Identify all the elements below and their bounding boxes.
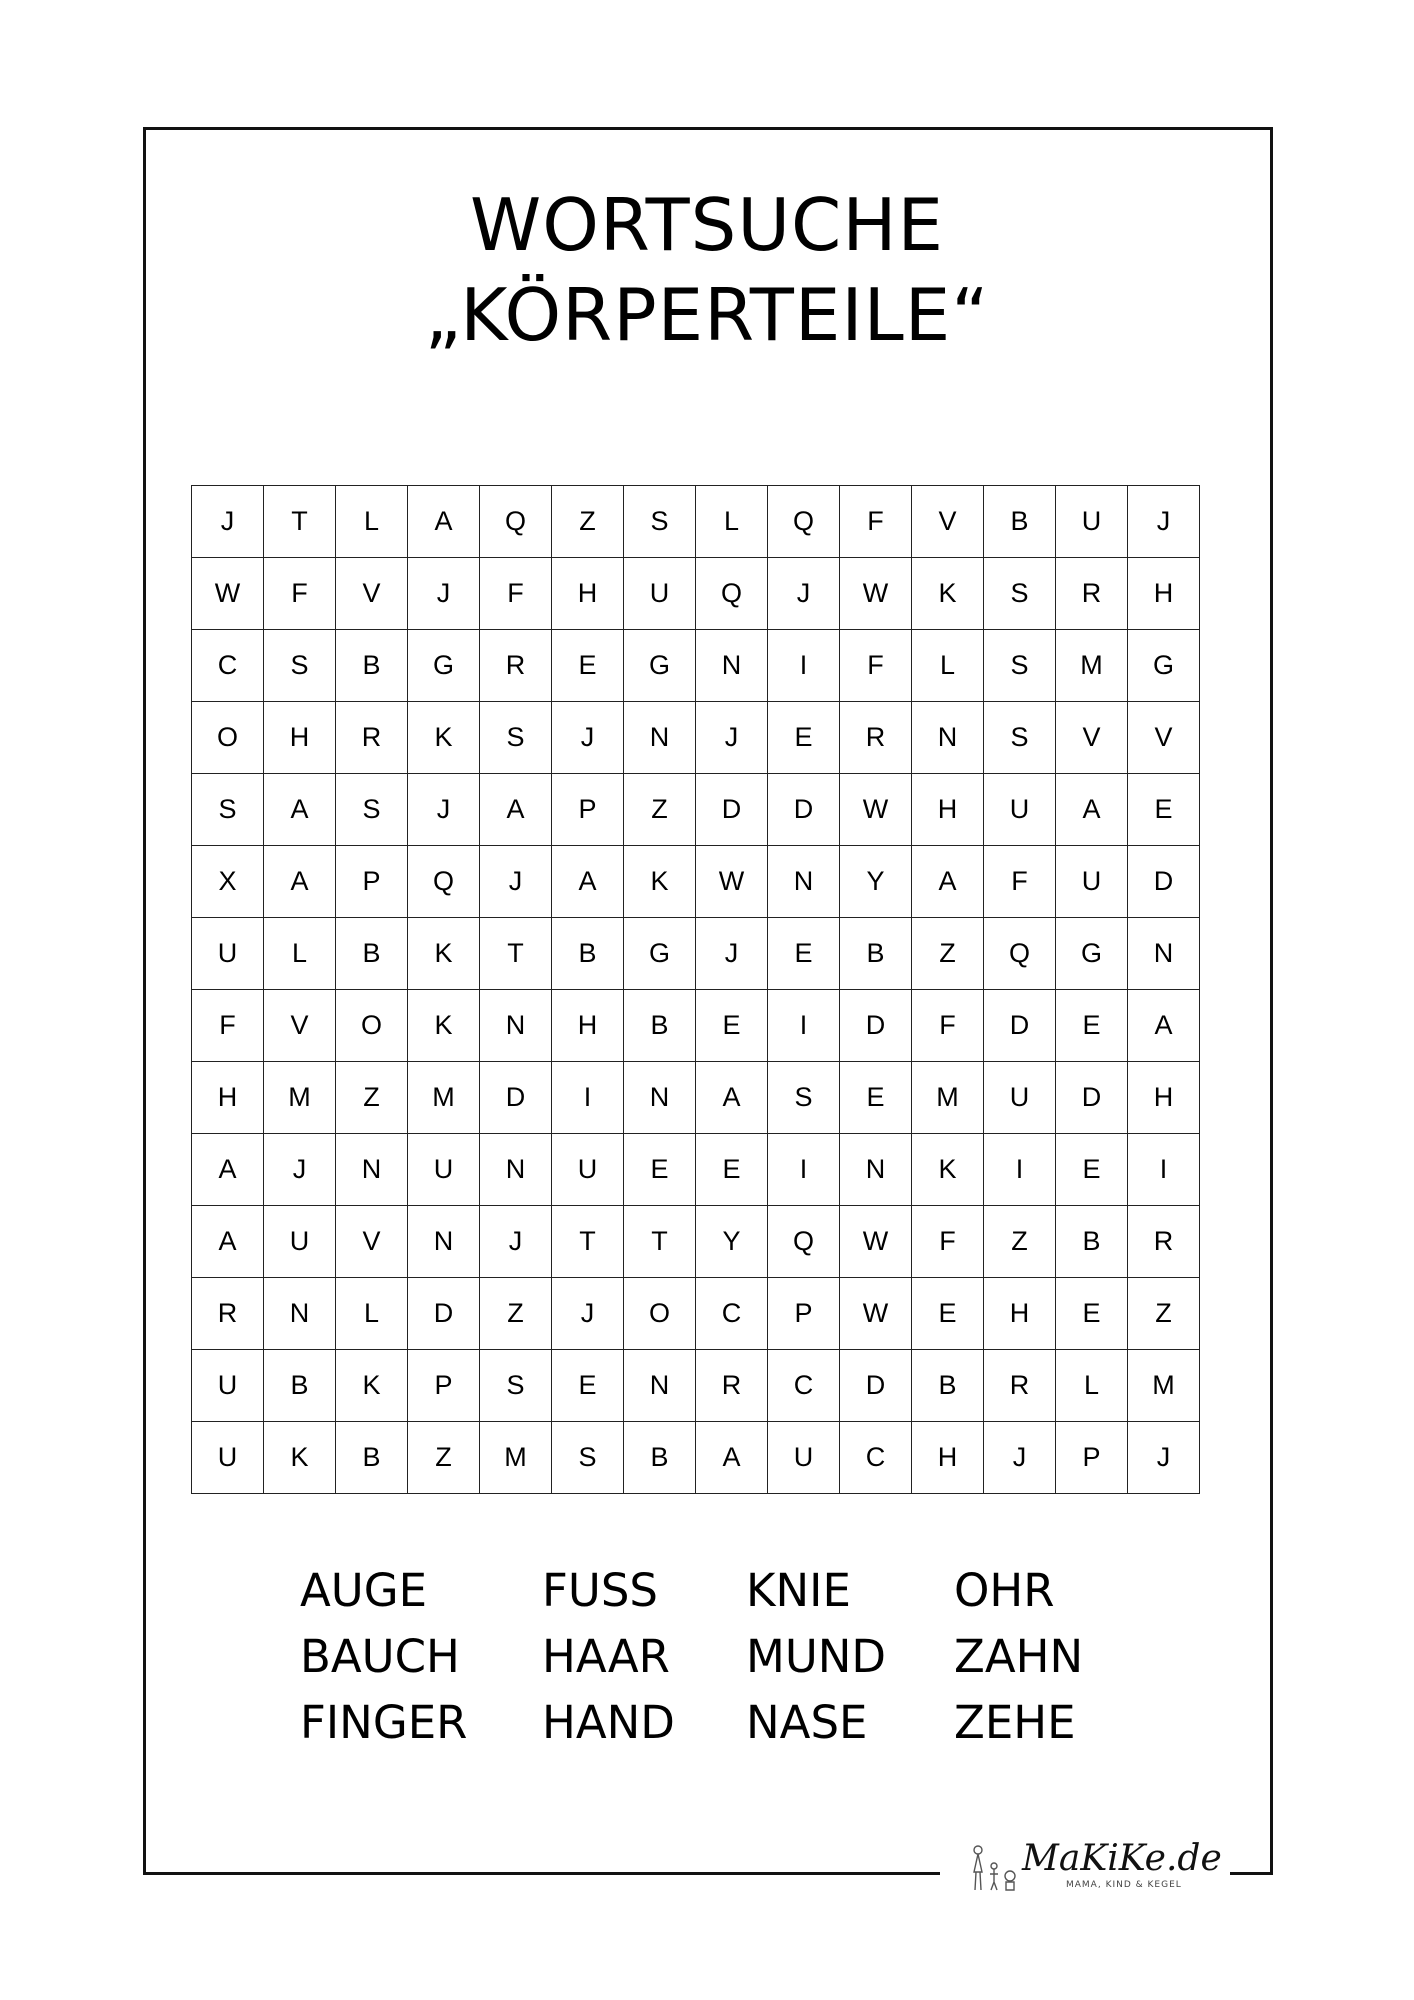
grid-cell[interactable]: K (408, 990, 480, 1062)
grid-cell[interactable]: A (264, 846, 336, 918)
grid-cell[interactable]: B (912, 1350, 984, 1422)
grid-cell[interactable]: T (552, 1206, 624, 1278)
grid-cell[interactable]: F (480, 558, 552, 630)
grid-cell[interactable]: S (480, 702, 552, 774)
grid-cell[interactable]: H (912, 1422, 984, 1494)
grid-cell[interactable]: W (840, 558, 912, 630)
grid-cell[interactable]: D (1056, 1062, 1128, 1134)
grid-cell[interactable]: S (336, 774, 408, 846)
grid-cell[interactable]: F (840, 630, 912, 702)
grid-cell[interactable]: V (1128, 702, 1200, 774)
grid-cell[interactable]: A (696, 1062, 768, 1134)
grid-cell[interactable]: B (984, 486, 1056, 558)
grid-cell[interactable]: A (264, 774, 336, 846)
grid-cell[interactable]: A (192, 1206, 264, 1278)
grid-cell[interactable]: N (264, 1278, 336, 1350)
grid-cell[interactable]: Q (768, 486, 840, 558)
grid-cell[interactable]: D (768, 774, 840, 846)
grid-cell[interactable]: J (480, 846, 552, 918)
grid-cell[interactable]: J (696, 918, 768, 990)
grid-cell[interactable]: E (552, 630, 624, 702)
grid-row (192, 774, 1200, 846)
grid-cell[interactable]: E (1128, 774, 1200, 846)
grid-cell[interactable]: I (768, 630, 840, 702)
grid-row (192, 702, 1200, 774)
grid-cell[interactable]: P (408, 1350, 480, 1422)
grid-cell[interactable]: W (192, 558, 264, 630)
grid-cell[interactable]: N (624, 702, 696, 774)
grid-cell[interactable]: D (840, 990, 912, 1062)
grid-cell[interactable]: N (624, 1062, 696, 1134)
grid-cell[interactable]: S (984, 630, 1056, 702)
grid-cell[interactable]: G (1128, 630, 1200, 702)
grid-cell[interactable]: K (408, 918, 480, 990)
grid-cell[interactable]: A (1056, 774, 1128, 846)
logo-tagline: MAMA, KIND & KEGEL (1066, 1880, 1182, 1890)
brand-logo (968, 1838, 1222, 1898)
grid-cell[interactable]: J (696, 702, 768, 774)
grid-cell[interactable]: B (264, 1350, 336, 1422)
word-item: FUSS (542, 1564, 658, 1617)
grid-cell[interactable]: E (768, 702, 840, 774)
grid-row (192, 990, 1200, 1062)
grid-cell[interactable]: E (912, 1278, 984, 1350)
grid-cell[interactable]: J (552, 1278, 624, 1350)
grid-cell[interactable]: G (1056, 918, 1128, 990)
word-item: HAAR (542, 1630, 670, 1683)
grid-row (192, 1062, 1200, 1134)
grid-cell[interactable]: S (264, 630, 336, 702)
word-item: ZAHN (954, 1630, 1084, 1683)
grid-cell[interactable]: C (768, 1350, 840, 1422)
grid-cell[interactable]: O (192, 702, 264, 774)
grid-cell[interactable]: D (1128, 846, 1200, 918)
grid-cell[interactable]: E (696, 990, 768, 1062)
grid-cell[interactable]: N (1128, 918, 1200, 990)
grid-cell[interactable]: B (840, 918, 912, 990)
grid-cell[interactable]: Q (984, 918, 1056, 990)
grid-cell[interactable]: F (912, 990, 984, 1062)
grid-cell[interactable]: F (840, 486, 912, 558)
grid-cell[interactable]: W (840, 1206, 912, 1278)
grid-cell[interactable]: J (408, 774, 480, 846)
grid-cell[interactable]: U (264, 1206, 336, 1278)
word-item: OHR (954, 1564, 1055, 1617)
grid-cell[interactable]: S (552, 1422, 624, 1494)
grid-cell[interactable]: D (840, 1350, 912, 1422)
grid-cell[interactable]: Q (696, 558, 768, 630)
grid-cell[interactable]: L (912, 630, 984, 702)
word-item: HAND (542, 1696, 675, 1749)
grid-cell[interactable]: E (768, 918, 840, 990)
grid-cell[interactable]: N (768, 846, 840, 918)
grid-cell[interactable]: N (336, 1134, 408, 1206)
grid-cell[interactable]: J (264, 1134, 336, 1206)
word-item: KNIE (746, 1564, 851, 1617)
grid-cell[interactable]: U (192, 918, 264, 990)
grid-cell[interactable]: M (1056, 630, 1128, 702)
grid-cell[interactable]: N (840, 1134, 912, 1206)
grid-cell[interactable]: K (336, 1350, 408, 1422)
grid-cell[interactable]: T (480, 918, 552, 990)
grid-cell[interactable]: R (840, 702, 912, 774)
grid-cell[interactable]: K (624, 846, 696, 918)
grid-cell[interactable]: H (264, 702, 336, 774)
grid-cell[interactable]: K (408, 702, 480, 774)
grid-row (192, 846, 1200, 918)
grid-cell[interactable]: C (696, 1278, 768, 1350)
grid-cell[interactable]: P (552, 774, 624, 846)
grid-cell[interactable]: J (984, 1422, 1056, 1494)
grid-cell[interactable]: U (408, 1134, 480, 1206)
grid-cell[interactable]: B (336, 630, 408, 702)
grid-cell[interactable]: R (1056, 558, 1128, 630)
grid-cell[interactable]: J (552, 702, 624, 774)
grid-cell[interactable]: M (1128, 1350, 1200, 1422)
grid-row (192, 630, 1200, 702)
grid-cell[interactable]: A (912, 846, 984, 918)
grid-cell[interactable]: N (912, 702, 984, 774)
grid-cell[interactable]: P (1056, 1422, 1128, 1494)
grid-cell[interactable]: F (984, 846, 1056, 918)
grid-cell[interactable]: Y (840, 846, 912, 918)
grid-cell[interactable]: V (912, 486, 984, 558)
grid-cell[interactable]: J (408, 558, 480, 630)
grid-cell[interactable]: M (264, 1062, 336, 1134)
grid-row (192, 1422, 1200, 1494)
word-item: ZEHE (954, 1696, 1076, 1749)
grid-cell[interactable]: Q (408, 846, 480, 918)
grid-cell[interactable]: Q (480, 486, 552, 558)
grid-cell[interactable]: I (552, 1062, 624, 1134)
grid-cell[interactable]: B (552, 918, 624, 990)
grid-cell[interactable]: U (984, 1062, 1056, 1134)
grid-cell[interactable]: Z (336, 1062, 408, 1134)
grid-cell[interactable]: U (1056, 486, 1128, 558)
word-list (300, 1558, 1154, 1756)
grid-cell[interactable]: J (768, 558, 840, 630)
grid-cell[interactable]: E (1056, 1134, 1128, 1206)
grid-cell[interactable]: R (192, 1278, 264, 1350)
grid-cell[interactable]: V (1056, 702, 1128, 774)
grid-cell[interactable]: A (480, 774, 552, 846)
title-line-1: WORTSUCHE (470, 183, 944, 267)
word-item: FINGER (300, 1696, 468, 1749)
grid-row (192, 1350, 1200, 1422)
grid-cell[interactable]: B (1056, 1206, 1128, 1278)
grid-cell[interactable]: E (624, 1134, 696, 1206)
grid-cell[interactable]: P (768, 1278, 840, 1350)
grid-cell[interactable]: B (336, 1422, 408, 1494)
grid-cell[interactable]: D (480, 1062, 552, 1134)
grid-cell[interactable]: M (480, 1422, 552, 1494)
grid-cell[interactable]: L (264, 918, 336, 990)
grid-cell[interactable]: D (984, 990, 1056, 1062)
logo-wordmark: MaKiKe.de (1022, 1838, 1222, 1879)
word-item: NASE (746, 1696, 868, 1749)
word-item: AUGE (300, 1564, 428, 1617)
grid-row (192, 1278, 1200, 1350)
grid-cell[interactable]: I (768, 990, 840, 1062)
grid-cell[interactable]: Y (696, 1206, 768, 1278)
grid-cell[interactable]: S (624, 486, 696, 558)
grid-cell[interactable]: E (1056, 990, 1128, 1062)
grid-cell[interactable]: E (552, 1350, 624, 1422)
grid-cell[interactable]: K (912, 1134, 984, 1206)
grid-cell[interactable]: Z (552, 486, 624, 558)
grid-row (192, 558, 1200, 630)
grid-row (192, 486, 1200, 558)
grid-cell[interactable]: C (840, 1422, 912, 1494)
grid-cell[interactable]: I (1128, 1134, 1200, 1206)
grid-cell[interactable]: R (336, 702, 408, 774)
grid-cell[interactable]: U (192, 1422, 264, 1494)
grid-cell[interactable]: D (696, 774, 768, 846)
family-figures-icon (968, 1842, 1022, 1894)
grid-cell[interactable]: H (1128, 1062, 1200, 1134)
grid-cell[interactable]: A (192, 1134, 264, 1206)
grid-cell[interactable]: X (192, 846, 264, 918)
grid-cell[interactable]: W (840, 774, 912, 846)
grid-cell[interactable]: E (1056, 1278, 1128, 1350)
grid-cell[interactable]: L (336, 486, 408, 558)
grid-cell[interactable]: N (696, 630, 768, 702)
grid-cell[interactable]: C (192, 630, 264, 702)
grid-cell[interactable]: H (912, 774, 984, 846)
grid-cell[interactable]: R (1128, 1206, 1200, 1278)
grid-cell[interactable]: E (840, 1062, 912, 1134)
grid-cell[interactable]: P (336, 846, 408, 918)
grid-cell[interactable]: Q (768, 1206, 840, 1278)
grid-cell[interactable]: W (696, 846, 768, 918)
grid-cell[interactable]: U (552, 1134, 624, 1206)
grid-cell[interactable]: H (552, 990, 624, 1062)
grid-cell[interactable]: F (264, 558, 336, 630)
grid-cell[interactable]: M (408, 1062, 480, 1134)
grid-cell[interactable]: J (1128, 486, 1200, 558)
grid-cell[interactable]: S (984, 702, 1056, 774)
grid-cell[interactable]: K (912, 558, 984, 630)
grid-cell[interactable]: D (408, 1278, 480, 1350)
grid-cell[interactable]: G (624, 630, 696, 702)
grid-cell[interactable]: A (552, 846, 624, 918)
grid-cell[interactable]: G (408, 630, 480, 702)
grid-cell[interactable]: B (624, 1422, 696, 1494)
grid-cell[interactable]: N (624, 1350, 696, 1422)
grid-cell[interactable]: B (624, 990, 696, 1062)
grid-cell[interactable]: S (192, 774, 264, 846)
grid-cell[interactable]: K (264, 1422, 336, 1494)
grid-cell[interactable]: U (984, 774, 1056, 846)
grid-cell[interactable]: I (768, 1134, 840, 1206)
grid-cell[interactable]: S (480, 1350, 552, 1422)
grid-cell[interactable]: R (696, 1350, 768, 1422)
grid-cell[interactable]: S (768, 1062, 840, 1134)
grid-cell[interactable]: R (984, 1350, 1056, 1422)
grid-cell[interactable]: Z (624, 774, 696, 846)
grid-cell[interactable]: Z (984, 1206, 1056, 1278)
grid-cell[interactable]: R (480, 630, 552, 702)
word-search-grid (191, 485, 1200, 1494)
grid-cell[interactable]: V (336, 1206, 408, 1278)
grid-cell[interactable]: J (1128, 1422, 1200, 1494)
grid-cell[interactable]: M (912, 1062, 984, 1134)
grid-cell[interactable]: Z (912, 918, 984, 990)
grid-cell[interactable]: J (480, 1206, 552, 1278)
grid-cell[interactable]: F (192, 990, 264, 1062)
grid-cell[interactable]: N (480, 990, 552, 1062)
grid-cell[interactable]: N (408, 1206, 480, 1278)
grid-cell[interactable]: H (552, 558, 624, 630)
page-title (0, 180, 1414, 360)
grid-row (192, 1134, 1200, 1206)
grid-cell[interactable]: V (336, 558, 408, 630)
grid-cell[interactable]: A (696, 1422, 768, 1494)
grid-cell[interactable]: E (696, 1134, 768, 1206)
grid-cell[interactable]: U (1056, 846, 1128, 918)
grid-cell[interactable]: J (192, 486, 264, 558)
grid-cell[interactable]: H (1128, 558, 1200, 630)
grid-cell[interactable]: Z (1128, 1278, 1200, 1350)
grid-row (192, 918, 1200, 990)
grid-cell[interactable]: L (1056, 1350, 1128, 1422)
grid-cell[interactable]: Z (480, 1278, 552, 1350)
grid-cell[interactable]: N (480, 1134, 552, 1206)
grid-cell[interactable]: G (624, 918, 696, 990)
grid-cell[interactable]: B (336, 918, 408, 990)
grid-cell[interactable]: T (624, 1206, 696, 1278)
grid-cell[interactable]: U (624, 558, 696, 630)
grid-row (192, 1206, 1200, 1278)
grid-cell[interactable]: Z (408, 1422, 480, 1494)
grid-cell[interactable]: T (264, 486, 336, 558)
grid-cell[interactable]: U (192, 1350, 264, 1422)
word-item: MUND (746, 1630, 887, 1683)
grid-cell[interactable]: W (840, 1278, 912, 1350)
grid-cell[interactable]: H (984, 1278, 1056, 1350)
grid-cell[interactable]: V (264, 990, 336, 1062)
word-item: BAUCH (300, 1630, 460, 1683)
grid-cell[interactable]: O (336, 990, 408, 1062)
grid-cell[interactable]: F (912, 1206, 984, 1278)
grid-cell[interactable]: I (984, 1134, 1056, 1206)
grid-cell[interactable]: A (1128, 990, 1200, 1062)
grid-cell[interactable]: A (408, 486, 480, 558)
grid-cell[interactable]: L (336, 1278, 408, 1350)
grid-cell[interactable]: S (984, 558, 1056, 630)
grid-cell[interactable]: L (696, 486, 768, 558)
grid-cell[interactable]: U (768, 1422, 840, 1494)
grid-cell[interactable]: O (624, 1278, 696, 1350)
grid-cell[interactable]: H (192, 1062, 264, 1134)
title-line-2: „KÖRPERTEILE“ (424, 273, 990, 357)
